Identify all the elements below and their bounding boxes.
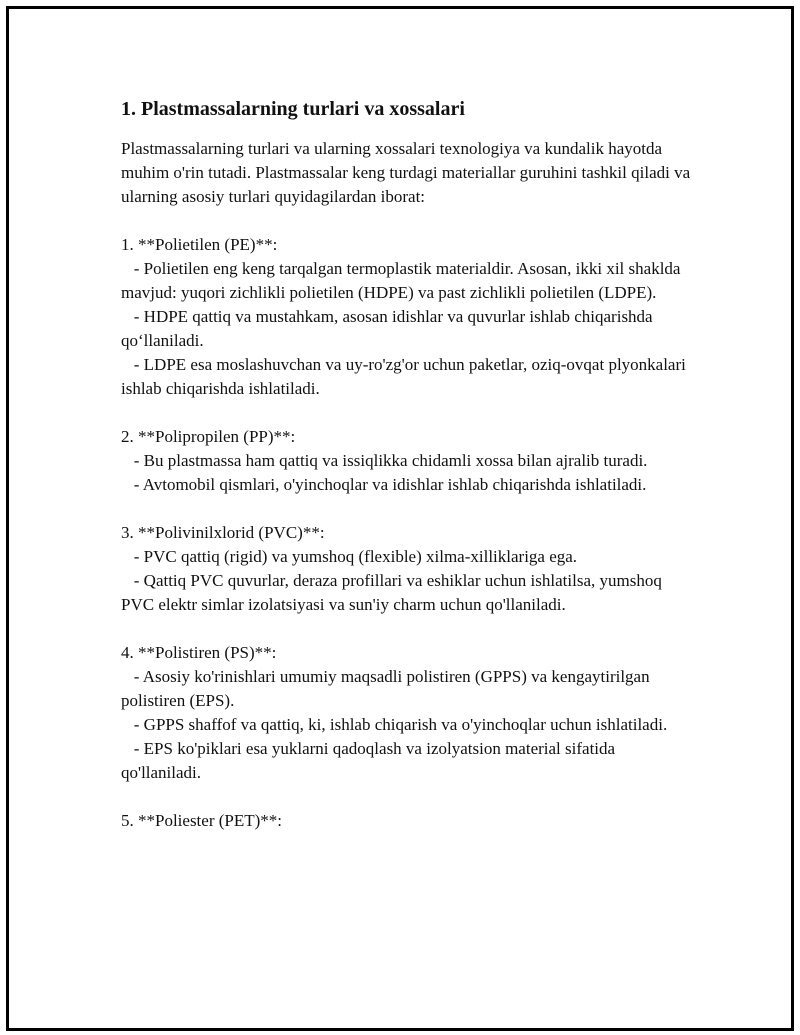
section-heading: 4. **Polistiren (PS)**: — [121, 643, 277, 662]
section-item: - Bu plastmassa ham qattiq va issiqlikka chidamli xossa bilan ajralib turadi. — [121, 451, 648, 470]
document-content — [121, 95, 691, 857]
section-polypropylene — [121, 425, 691, 497]
section-item: - Asosiy ko'rinishlari umumiy maqsadli polistiren (GPPS) va kengaytirilgan polistiren (EPS). — [121, 667, 654, 710]
section-item: - Avtomobil qismlari, o'yinchoqlar va idishlar ishlab chiqarishda ishlatiladi. — [121, 475, 647, 494]
intro-paragraph: Plastmassalarning turlari va ularning xossalari texnologiya va kundalik hayotda muhim o'rin tutadi. Plastmassalar keng turdagi materiallar guruhini tashkil qiladi va ularning asosiy turlari quyidagilardan iborat: — [121, 139, 691, 206]
section-heading: 1. **Polietilen (PE)**: — [121, 235, 278, 254]
section-item: - Polietilen eng keng tarqalgan termoplastik materialdir. Asosan, ikki xil shaklda mavjud: yuqori zichlikli polietilen (HDPE) va past zichlikli polietilen (LDPE). — [121, 259, 685, 302]
section-item: - GPPS shaffof va qattiq, ki, ishlab chiqarish va o'yinchoqlar uchun ishlatiladi. — [121, 715, 668, 734]
section-item: - Qattiq PVC quvurlar, deraza profillari va eshiklar uchun ishlatilsa, yumshoq PVC elektr simlar izolatsiyasi va sun'iy charm uchun qo'llaniladi. — [121, 571, 667, 614]
section-polyester — [121, 809, 691, 833]
document-title: 1. Plastmassalarning turlari va xossalari — [121, 98, 465, 120]
section-item: - EPS ko'piklari esa yuklarni qadoqlash va izolyatsion material sifatida qo'llaniladi. — [121, 739, 620, 782]
section-pvc — [121, 521, 691, 617]
section-item: - LDPE esa moslashuvchan va uy-ro'zg'or uchun paketlar, oziq-ovqat plyonkalari ishlab chiqarishda ishlatiladi. — [121, 355, 691, 398]
section-heading: 2. **Polipropilen (PP)**: — [121, 427, 296, 446]
section-polyethylene — [121, 233, 691, 401]
section-item: - PVC qattiq (rigid) va yumshoq (flexible) xilma-xilliklariga ega. — [121, 547, 578, 566]
section-heading: 3. **Polivinilxlorid (PVC)**: — [121, 523, 325, 542]
document-page — [6, 6, 794, 1031]
section-polystyrene — [121, 641, 691, 785]
section-item: - HDPE qattiq va mustahkam, asosan idishlar va quvurlar ishlab chiqarishda qo‘llaniladi. — [121, 307, 657, 350]
section-heading: 5. **Poliester (PET)**: — [121, 811, 283, 830]
